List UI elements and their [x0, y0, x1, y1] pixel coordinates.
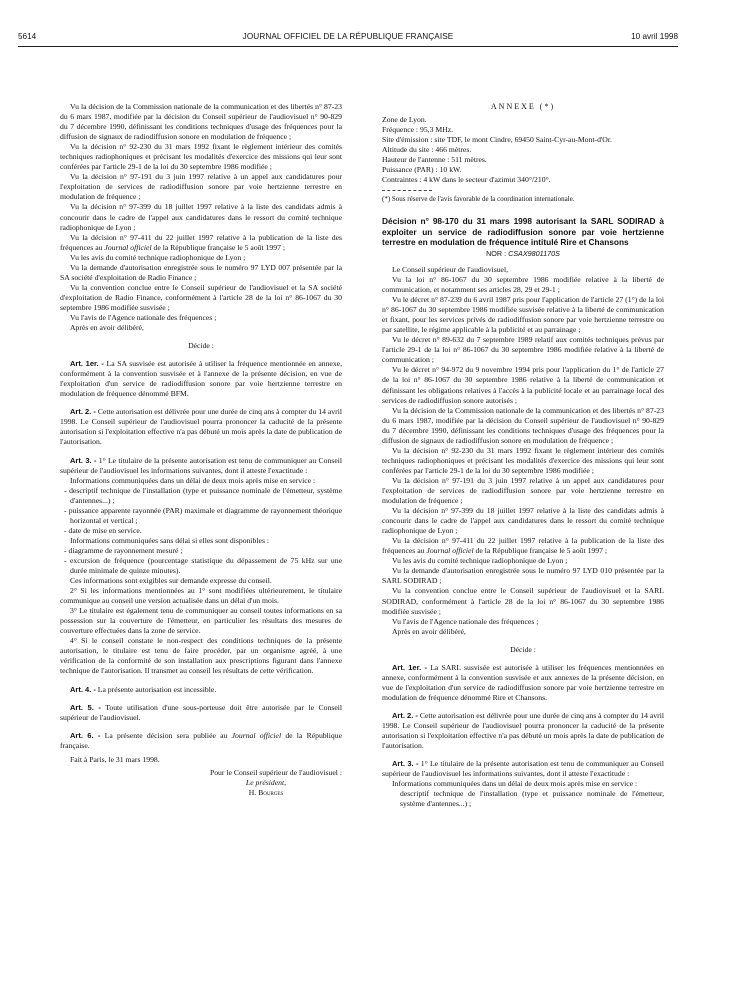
article-label: Art. 2. -: [392, 710, 418, 720]
visa-text: de la République française le 5 août 1997 ;: [153, 242, 286, 252]
signatory-line: Pour le Conseil supérieur de l'audiovisuel :: [209, 767, 342, 777]
journal-officiel-ref: Journal officiel: [231, 730, 282, 740]
visa: Vu la demande d'autorisation enregistrée sous le numéro 97 LYD 007 présentée par la SA société d'exploitation de Radio Finance ;: [60, 262, 342, 282]
article-text: La SA susvisée est autorisée à utiliser la fréquence mentionnée en annexe, conformément à la convention susvisée et à l'annexe de la présente décision, en vue de l'exploitation d'un service de radiodiffusion sonore par voie hertzienne terrestre en modulation de fréquence dénommé BFM.: [60, 359, 343, 399]
annexe-line: Site d'émission : site TDF, le mont Cindre, 69450 Saint-Cyr-au-Mont-d'Or.: [382, 135, 612, 145]
visa: Vu le décret n° 87-239 du 6 avril 1987 pris pour l'application de l'article 27 (1°) de la loi n° 86-1067 du 30 septembre 1986 modifiée susvisée relative à la liberté de communication et fixant, pour les services privés de radiodiffusion sonore par voie hertzienne terrestre ou par satellite, le régime applicable à la publicité et au parrainage ;: [382, 295, 664, 335]
visa: Après en avoir délibéré,: [392, 626, 466, 636]
article-text: La présente autorisation est incessible.: [97, 684, 217, 694]
left-column: [60, 102, 342, 798]
annexe-title: ANNEXE (*): [490, 102, 556, 111]
visa: Vu la décision n° 97-191 du 3 juin 1997 relative à un appel aux candidatures pour l'exploitation de services de radiodiffusion sonore par voie hertzienne terrestre en modulation de fréquence ;: [382, 475, 664, 506]
list-item: descriptif technique de l'installation (type et puissance nominale de l'émetteur, système d'antennes...) ;: [400, 789, 664, 809]
visa: Vu la décision n° 92-230 du 31 mars 1992 fixant le règlement intérieur des comités techniques radiophoniques et précisant les modalités d'exercice des missions qui leur sont conférées par l'article 29-1 de la loi du 30 septembre 1986 modifiée ;: [60, 142, 342, 172]
list-item: - excursion de fréquence (pourcentage statistique du dépassement de 75 kHz sur une durée minimale de quinze minutes).: [64, 555, 342, 576]
article-3: [382, 759, 664, 779]
decision-title: Décision n° 98-170 du 31 mars 1998 autorisant la SARL SODIRAD à exploiter un service de radiodiffusion sonore par voie hertzienne terrestre en modulation de fréquence intitulé Rire et Chansons: [382, 216, 664, 248]
signatory-name: H. Bourges: [248, 787, 284, 797]
article-label: Art. 4. -: [70, 684, 96, 694]
header-rule: [18, 46, 678, 47]
visa: Vu la décision n° 97-399 du 18 juillet 1997 relative à la liste des candidats admis à concourir dans le cadre de l'appel aux candidatures dans le ressort du comité technique radiophonique de Lyon ;: [382, 506, 664, 536]
annexe-line: Contraintes : 4 kW dans le secteur d'azimut 340°/210°.: [382, 175, 551, 185]
article-text: Cette autorisation est délivrée pour une durée de cinq ans à compter du 14 avril 1998. Le Conseil supérieur de l'audiovisuel pourra prononcer la caducité de la présente autorisation si l'exploitation effective n'a pas débuté un mois après la date de publication de l'autorisation.: [60, 407, 342, 447]
fait-a-paris: Fait à Paris, le 31 mars 1998.: [70, 754, 160, 764]
visa: Vu la décision n° 97-191 du 3 juin 1997 relative à un appel aux candidatures pour l'exploitation de services de radiodiffusion sonore par voie hertzienne terrestre en modulation de fréquence ;: [60, 172, 342, 202]
visa: Vu l'avis de l'Agence nationale des fréquences ;: [70, 312, 217, 322]
annexe-line: Puissance (PAR) : 10 kW.: [382, 165, 462, 175]
info-heading: Informations communiquées sans délai si elles sont disponibles :: [70, 535, 269, 545]
article-text: de la République française.: [60, 730, 343, 750]
article-6: [60, 731, 342, 751]
article-2: [60, 407, 342, 447]
visa: Vu la décision n° 92-230 du 31 mars 1992 fixant le règlement intérieur des comités techniques radiophoniques et précisant les modalités d'exercice des missions qui leur sont conférées par l'article 29-1 de la loi du 30 septembre 1986 modifiée ;: [382, 445, 664, 475]
journal-officiel-ref: Journal officiel: [104, 242, 152, 252]
article-label: Art. 2. -: [70, 407, 96, 417]
issue-date: 10 avril 1998: [631, 32, 678, 41]
article-1: [382, 663, 664, 703]
decide-heading: Décide :: [188, 341, 214, 351]
visa: Vu le décret n° 89-632 du 7 septembre 1989 relatif aux comités techniques prévus par l'article 29-1 de la loi n° 86-1067 du 30 septembre 1986 modifiée relative à la liberté de communication ;: [382, 335, 664, 365]
paragraph: 2° Si les informations mentionnées au 1° sont modifiées ultérieurement, le titulaire communique au conseil une version actualisée dans un délai d'un mois.: [60, 586, 342, 606]
page-header: [18, 32, 678, 46]
visa: Vu la convention conclue entre le Conseil supérieur de l'audiovisuel et la SA société d'exploitation de Radio Finance, conformément à l'article 28 de la loi n° 86-1067 du 30 septembre 1986 modifiée susvisée ;: [60, 282, 342, 312]
list-item: - descriptif technique de l'installation (type et puissance nominale de l'émetteur, système d'antennes...) ;: [64, 485, 342, 505]
visa: Vu les avis du comité technique radiophonique de Lyon ;: [70, 252, 246, 262]
article-3: [60, 456, 342, 476]
nor-code: CSAX9801170S: [508, 248, 560, 258]
article-label: Art. 6. -: [70, 730, 101, 740]
visa-text: Vu la décision n° 97-411 du 22 juillet 1997 relative à la publication de la liste des fréquences au: [382, 536, 664, 556]
article-text: La SARL susvisée est autorisée à utiliser les fréquences mentionnées en annexe, conformément à la convention susvisée et aux annexes de la présente décision, en vue de l'exploitation d'un service de radiodiffusion sonore par voie hertzienne terrestre en modulation de fréquence dénommé Rire et Chansons.: [382, 662, 664, 702]
article-4: [60, 685, 342, 695]
article-text: La présente décision sera publiée au: [104, 730, 228, 740]
visa: Vu les avis du comité technique radiophonique de Lyon ;: [392, 556, 568, 566]
annexe-block: [382, 102, 664, 204]
nor-label: NOR :: [486, 248, 507, 258]
nor-reference: [382, 249, 664, 259]
visa-text: de la République française le 5 août 1997 ;: [475, 546, 608, 556]
visa: Après en avoir délibéré,: [70, 323, 144, 333]
list-item: - diagramme de rayonnement mesuré ;: [64, 545, 183, 555]
visa: Vu l'avis de l'Agence nationale des fréquences ;: [392, 616, 539, 626]
right-column: [382, 102, 664, 809]
signatory-title: Le président,: [245, 777, 287, 787]
article-label: Art. 3. -: [392, 759, 419, 769]
article-2: [382, 711, 664, 751]
visa: Vu la loi n° 86-1067 du 30 septembre 1986 modifiée relative à la liberté de communication, et notamment ses articles 28, 29 et 29-1 ;: [382, 275, 664, 295]
list-item: - puissance apparente rayonnée (PAR) maximale et diagramme de rayonnement théorique horizontal et vertical ;: [64, 505, 342, 525]
visa: Vu la convention conclue entre le Conseil supérieur de l'audiovisuel et la SARL SODIRAD, conformément à l'article 28 de la loi n° 86-1067 du 30 septembre 1986 modifiée susvisée ;: [382, 586, 664, 616]
annexe-footnote: (*) Sous réserve de l'avis favorable de la coordination internationale.: [382, 195, 575, 204]
paragraph: 4° Si le conseil constate le non-respect des conditions techniques de la présente autorisation, le titulaire est tenu de faire procéder, par un organisme agréé, à une vérification de la conformité de son installation aux prescriptions figurant dans l'annexe technique de l'autorisation. Il transmet au conseil les résultats de cette vérification.: [60, 636, 342, 676]
annexe-line: Fréquence : 95,3 MHz.: [382, 125, 454, 135]
annexe-line: Zone de Lyon.: [382, 115, 427, 125]
article-5: [60, 703, 342, 723]
visa: Vu la décision de la Commission nationale de la communication et des libertés n° 87-23 du 6 mars 1987, modifiée par la décision du Conseil supérieur de l'audiovisuel n° 90-829 du 7 décembre 1990, définissant les conditions techniques d'usage des fréquences pour la diffusion de signaux de radiodiffusion sonore en modulation de fréquence ;: [382, 405, 664, 445]
visa-publication: [382, 536, 664, 556]
paragraph: Ces informations sont exigibles sur demande expresse du conseil.: [70, 576, 272, 586]
paragraph: 3° Le titulaire est également tenu de communiquer au conseil toutes informations en sa possession sur la couverture de l'émetteur, en particulier les résultats des mesures de couverture effectuées dans la zone de service.: [60, 606, 342, 636]
article-text: 1° Le titulaire de la présente autorisation est tenu de communiquer au Conseil supérieur de l'audiovisuel les informations suivantes, dont il atteste l'exactitude :: [382, 759, 664, 779]
footnote-separator: [382, 190, 432, 191]
decide-heading: Décide :: [510, 644, 536, 654]
article-1: [60, 359, 342, 399]
visa: Vu la décision de la Commission nationale de la communication et des libertés n° 87-23 du 6 mars 1987, modifiée par la décision du Conseil supérieur de l'audiovisuel n° 90-829 du 7 décembre 1990, définissant les conditions techniques d'usage des fréquences pour la diffusion de signaux de radiodiffusion sonore en modulation de fréquence ;: [60, 102, 342, 142]
annexe-line: Altitude du site : 466 mètres.: [382, 145, 472, 155]
article-text: 1° Le titulaire de la présente autorisation est tenu de communiquer au Conseil supérieur de l'audiovisuel les informations suivantes, dont il atteste l'exactitude :: [60, 455, 342, 475]
page-number: 5614: [18, 32, 37, 41]
visa: Vu le décret n° 94-972 du 9 novembre 1994 pris pour l'application du 1° de l'article 27 de la loi n° 86-1067 du 30 septembre 1986 relative à la liberté de communication et définissant les obligations relatives à l'accès à la publicité locale et au parrainage local des services de radiodiffusion sonore autorisés ;: [382, 365, 664, 405]
article-text: Toute utilisation d'une sous-porteuse doit être autorisée par le Conseil supérieur de l'audiovisuel.: [60, 702, 343, 722]
visa-text: Vu la décision n° 97-411 du 22 juillet 1997 relative à la publication de la liste des fréquences au: [60, 232, 342, 252]
annexe-line: Hauteur de l'antenne : 511 mètres.: [382, 155, 487, 165]
visa: Vu la décision n° 97-399 du 18 juillet 1997 relative à la liste des candidats admis à concourir dans le cadre de l'appel aux candidatures dans le ressort du comité technique radiophonique de Lyon ;: [60, 202, 342, 232]
article-label: Art. 3. -: [70, 455, 97, 465]
info-heading: Informations communiquées dans un délai de deux mois après mise en service :: [392, 779, 638, 789]
visa: Vu la demande d'autorisation enregistrée sous le numéro 97 LYD 010 présentée par la SARL SODIRAD ;: [382, 566, 664, 586]
info-heading: Informations communiquées dans un délai de deux mois après mise en service :: [70, 475, 316, 485]
article-label: Art. 1er. -: [392, 662, 428, 672]
list-item: - date de mise en service.: [64, 525, 142, 535]
article-text: Cette autorisation est délivrée pour une durée de cinq ans à compter du 14 avril 1998. Le Conseil supérieur de l'audiovisuel pourra prononcer la caducité de la présente autorisation si l'exploitation effective n'a pas débuté un mois après la date de publication de l'autorisation.: [382, 710, 664, 751]
journal-title: JOURNAL OFFICIEL DE LA RÉPUBLIQUE FRANÇAISE: [242, 32, 454, 41]
visa-publication: [60, 233, 342, 253]
intro: Le Conseil supérieur de l'audiovisuel,: [392, 264, 509, 274]
journal-officiel-ref: Journal officiel: [426, 546, 474, 556]
article-label: Art. 5. -: [70, 702, 101, 712]
article-label: Art. 1er. -: [70, 359, 104, 369]
